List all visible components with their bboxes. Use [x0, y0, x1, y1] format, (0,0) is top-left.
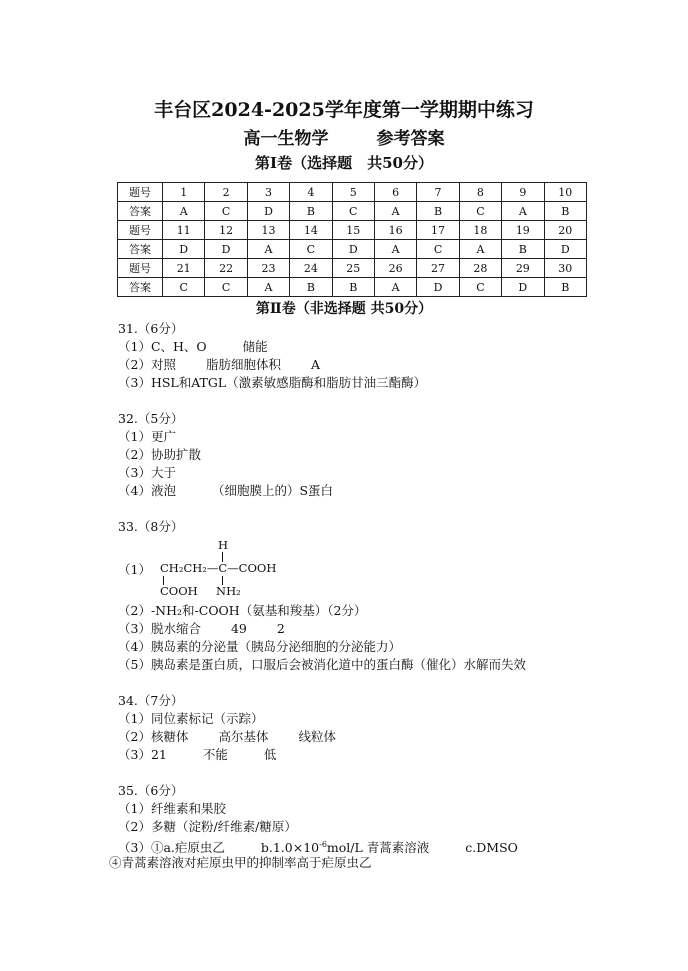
table-cell: 11	[163, 221, 205, 240]
table-cell: C	[205, 202, 247, 221]
table-cell: 23	[247, 259, 289, 278]
table-cell: B	[544, 202, 586, 221]
row-label: 答案	[118, 240, 163, 259]
table-cell: A	[247, 278, 289, 297]
q35-answer-2: （2）多糖（淀粉/纤维素/糖原）	[118, 819, 297, 834]
table-cell: B	[417, 202, 459, 221]
table-cell: 16	[374, 221, 416, 240]
table-cell: 13	[247, 221, 289, 240]
table-cell: A	[163, 202, 205, 221]
q33-answer-3: （3）脱水缩合 49 2	[118, 621, 285, 636]
table-cell: A	[459, 240, 501, 259]
q32-answer-4: （4）液泡 （细胞膜上的）S蛋白	[118, 483, 334, 498]
table-cell: C	[417, 240, 459, 259]
part1-heading: 第Ⅰ卷（选择题 共50分）	[255, 154, 433, 172]
table-cell: 21	[163, 259, 205, 278]
q31-heading: 31.（6分）	[118, 321, 184, 336]
table-cell: C	[205, 278, 247, 297]
row-label: 答案	[118, 202, 163, 221]
q32-answer-2: （2）协助扩散	[118, 447, 201, 462]
table-cell: 3	[247, 183, 289, 202]
row-label: 答案	[118, 278, 163, 297]
table-cell: 8	[459, 183, 501, 202]
table-cell: 5	[332, 183, 374, 202]
table-cell: A	[374, 202, 416, 221]
table-row	[118, 240, 587, 259]
table-cell: D	[544, 240, 586, 259]
table-cell: B	[502, 240, 544, 259]
q35-heading: 35.（6分）	[118, 783, 184, 798]
table-cell: B	[544, 278, 586, 297]
struct-side-cooh: COOH	[160, 584, 198, 598]
table-cell: D	[163, 240, 205, 259]
table-row	[118, 259, 587, 278]
table-cell: 22	[205, 259, 247, 278]
struct-h: H	[218, 538, 229, 552]
table-cell: A	[247, 240, 289, 259]
q32-heading: 32.（5分）	[118, 411, 184, 426]
table-cell: 12	[205, 221, 247, 240]
table-cell: C	[290, 240, 332, 259]
table-cell: 4	[290, 183, 332, 202]
q31-answer-1: （1）C、H、O 储能	[118, 339, 268, 354]
q33-answer-5: （5）胰岛素是蛋白质，口服后会被消化道中的蛋白酶（催化）水解而失效	[118, 657, 526, 672]
table-cell: 9	[502, 183, 544, 202]
table-cell: 1	[163, 183, 205, 202]
row-label: 题号	[118, 259, 163, 278]
q33-answer-2: （2）-NH₂和-COOH（氨基和羧基）（2分）	[118, 603, 367, 618]
q34-answer-2: （2）核糖体 高尔基体 线粒体	[118, 729, 336, 744]
table-cell: A	[374, 278, 416, 297]
table-cell: 2	[205, 183, 247, 202]
table-cell: 24	[290, 259, 332, 278]
table-cell: D	[205, 240, 247, 259]
table-cell: 18	[459, 221, 501, 240]
table-cell: 25	[332, 259, 374, 278]
q33-answer-4: （4）胰岛素的分泌量（胰岛分泌细胞的分泌能力）	[118, 639, 401, 654]
q34-answer-1: （1）同位素标记（示踪）	[118, 711, 264, 726]
part2-heading: 第Ⅱ卷（非选择题 共50分）	[255, 301, 433, 317]
struct-nh2: NH₂	[216, 584, 241, 598]
table-cell: B	[290, 278, 332, 297]
table-cell: 15	[332, 221, 374, 240]
document-subtitle	[0, 124, 688, 149]
struct-main-chain: CH₂CH₂—C—COOH	[160, 561, 277, 575]
table-cell: B	[332, 278, 374, 297]
table-row	[118, 183, 587, 202]
table-row	[118, 278, 587, 297]
table-cell: D	[417, 278, 459, 297]
q34-heading: 34.（7分）	[118, 693, 184, 708]
q35-answer-4: ④青蒿素溶液对疟原虫甲的抑制率高于疟原虫乙	[109, 855, 372, 870]
table-cell: B	[290, 202, 332, 221]
table-cell: C	[332, 202, 374, 221]
table-cell: 7	[417, 183, 459, 202]
table-cell: 29	[502, 259, 544, 278]
table-cell: 28	[459, 259, 501, 278]
q31-answer-3: （3）HSL和ATGL（激素敏感脂酶和脂肪甘油三酯酶）	[118, 375, 427, 390]
table-cell: 14	[290, 221, 332, 240]
table-cell: C	[459, 202, 501, 221]
row-label: 题号	[118, 183, 163, 202]
table-cell: C	[459, 278, 501, 297]
answer-table	[117, 182, 587, 297]
q35-answer-1: （1）纤维素和果胶	[118, 801, 226, 816]
table-cell: 20	[544, 221, 586, 240]
table-row	[118, 202, 587, 221]
table-cell: 19	[502, 221, 544, 240]
table-cell: 30	[544, 259, 586, 278]
table-cell: 6	[374, 183, 416, 202]
table-row	[118, 221, 587, 240]
q32-answer-3: （3）大于	[118, 465, 176, 480]
q34-answer-3: （3）21 不能 低	[118, 747, 277, 762]
q33-answer-1-prefix: （1）	[118, 562, 151, 577]
table-cell: A	[502, 202, 544, 221]
table-cell: 27	[417, 259, 459, 278]
q31-answer-2: （2）对照 脂肪细胞体积 A	[118, 357, 320, 372]
table-cell: C	[163, 278, 205, 297]
table-cell: 17	[417, 221, 459, 240]
table-cell: 10	[544, 183, 586, 202]
q32-answer-1: （1）更广	[118, 429, 176, 444]
row-label: 题号	[118, 221, 163, 240]
document-title: 丰台区2024-2025学年度第一学期期中练习	[154, 99, 534, 121]
table-cell: D	[332, 240, 374, 259]
table-cell: 26	[374, 259, 416, 278]
table-cell: D	[247, 202, 289, 221]
table-cell: A	[374, 240, 416, 259]
table-cell: D	[502, 278, 544, 297]
answer-key-label: 参考答案	[376, 129, 445, 149]
q33-heading: 33.（8分）	[118, 519, 184, 534]
q35-answer-3: （3）①a.疟原虫乙 $b.1.0\times 10^{-6}mol/L$ 青蒿素溶液 c.DMSO	[118, 840, 518, 856]
glutamic-acid-structure	[160, 538, 290, 598]
subject-label: 高一生物学	[243, 129, 329, 149]
